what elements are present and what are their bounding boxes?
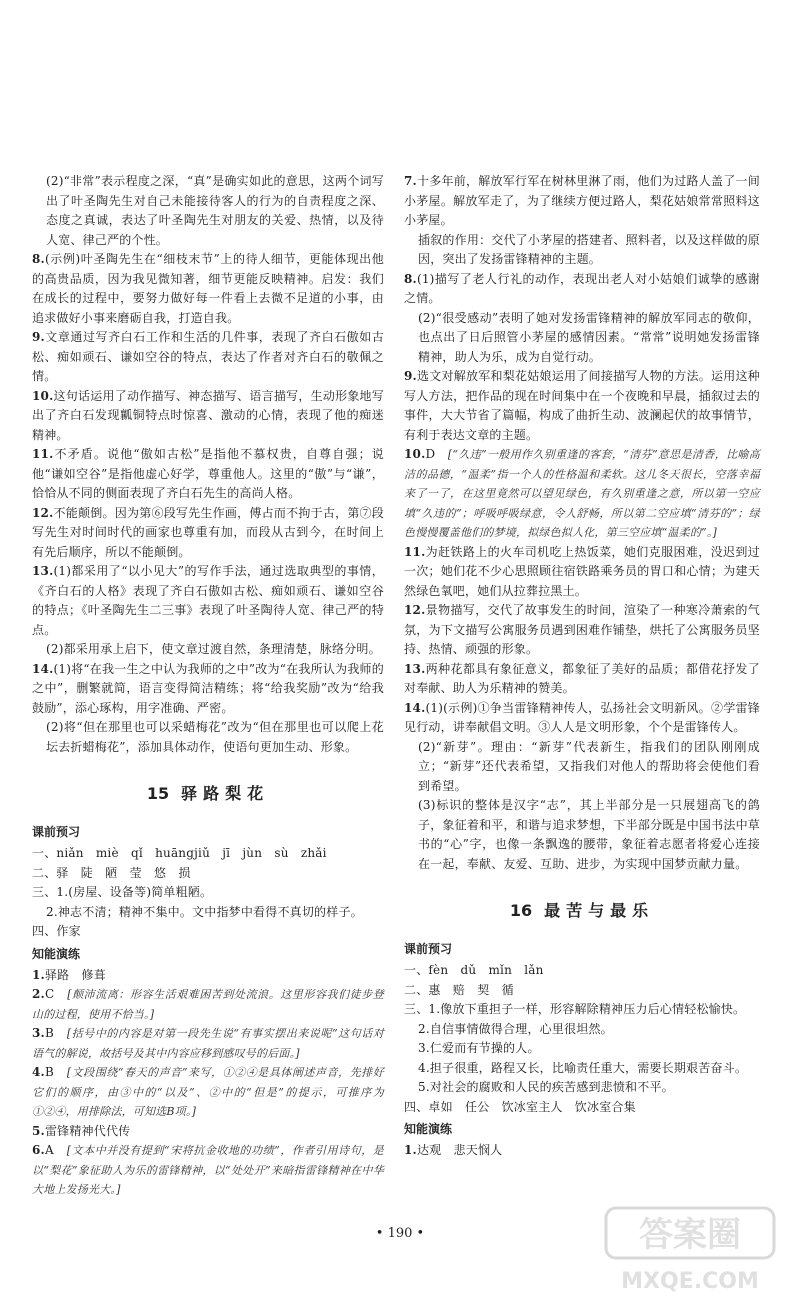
answer-text: 景物描写，交代了故事发生的时间，渲染了一种寒冷萧索的气氛，为下文描写公寓服务员遇到困难作铺垫，烘托了公寓服务员坚持、热情、顽强的形象。 [404, 603, 760, 656]
answer-paragraph [32, 966, 384, 986]
answer-text: 二、惠 赔 契 循 [404, 982, 514, 997]
answer-text: 雷锋精神代代传 [44, 1123, 131, 1138]
answer-paragraph [32, 1063, 384, 1122]
answer-text: (1)将“在我一生之中认为我师的之中”改为“在我所认为我师的之中”，删繁就简，语言变得简洁精练；将“给我奖励”改为“给我鼓励”，添心琢构，用字准确、严密。 [32, 661, 384, 715]
answer-paragraph [32, 844, 384, 864]
answer-text: 一、fèn dǔ mǐn lǎn [404, 963, 544, 977]
answer-text: (3)标识的整体是汉字“志”，其上半部分是一只展翅高飞的鸽子，象征着和平，和谐与追求梦想，下半部分既是中国书法中草书的“心”字，也像一条飘逸的腰带，象征着志愿者将爱心连接在一起，奉献、友爱、互助、进步，为实现中国梦贡献力量。 [418, 798, 760, 871]
answer-explanation: [括号中的内容是对第一段先生说“有事实摆出来说呢”这句话对语气的解说，故括号及其中内容应移到感叹号的后面。] [32, 1027, 384, 1060]
page-number: • 190 • [375, 1226, 425, 1241]
answer-number: 11. [404, 544, 426, 559]
answer-paragraph [32, 985, 384, 1024]
subsection-heading [404, 1119, 760, 1139]
answer-text: 插叙的作用：交代了小茅屋的搭建者、照料者，以及这样做的原因，突出了发扬雷锋精神的主题。 [418, 232, 760, 266]
section-15-number: 15 [146, 784, 170, 803]
watermark-logo [600, 1200, 780, 1300]
section-16-answers [404, 939, 760, 1161]
answer-paragraph [32, 903, 384, 923]
answer-paragraph [404, 738, 760, 797]
answer-paragraph [32, 883, 384, 903]
answer-paragraph [404, 172, 760, 231]
answer-text: (1)(示例)①争当雷锋精神传人，弘扬社会文明新风。②学雷锋见行动，讲奉献倡文明。③人人是文明形象，个个是雷锋传人。 [404, 700, 760, 734]
svg-text:MXQE.COM: MXQE.COM [621, 1269, 759, 1294]
subsection-heading [32, 944, 384, 964]
section-16-number: 16 [509, 901, 533, 920]
answer-text: 十多年前，解放军行军在树林里淋了雨，他们为过路人盖了一间小茅屋。解放军走了，为了继续方便过路人，梨花姑娘常常照料这小茅屋。 [404, 174, 760, 227]
answer-text: 四、作家 [32, 924, 81, 938]
watermark-icon [600, 1200, 780, 1300]
answer-paragraph [32, 922, 384, 942]
answer-number: 3. [32, 1026, 45, 1040]
answer-text: (2)“非常”表示程度之深，“真”是确实如此的意思，这两个词写出了叶圣陶先生对自己未能接待客人的行为的自责程度之深、态度之真诚，表达了叶圣陶先生对朋友的关爱、热情，以及待人宽、律己严的个性。 [46, 174, 384, 247]
answer-text: 为赶铁路上的火车司机吃上热饭菜，她们克服困难，没迟到过一次；她们花不少心思照顾往宿铁路乘务员的胃口和心情；为建天然绿色氧吧，她们从拉葬拉黑土。 [404, 544, 760, 598]
answer-number: 5. [32, 1123, 45, 1138]
answer-text: (2)“新芽”。理由：“新芽”代表新生，指我们的团队刚刚成立；“新芽”还代表希望，又指我们对他人的帮助将会使他们看到希望。 [418, 739, 760, 793]
answer-explanation: [文段围绕“春天的声音”来写，①②④是具体阐述声音，先排好它们的顺序，由③中的“以及”、②中的“但是”的提示，可推序为①②④，用排除法，可知选B项。] [32, 1066, 384, 1118]
answer-text: 驿路 修葺 [44, 967, 106, 982]
right-column [404, 172, 760, 1161]
answer-paragraph [404, 1078, 760, 1098]
answer-paragraph [404, 1098, 760, 1118]
answer-number: 2. [32, 987, 45, 1001]
answer-text: 选文对解放军和梨花姑娘运用了间接描写人物的方法。运用这种写人方法，把作品的现在时间集中在一个夜晚和早晨，插叙过去的事件，大大节省了篇幅，构成了曲折生动、波澜起伏的故事情节，有利于表达文章的主题。 [404, 369, 760, 442]
answer-text: 一、niǎn miè qǐ huāngjiǔ jī jùn sù zhǎi [32, 846, 327, 860]
answer-explanation: [文本中并没有提到“宋将抗金收地的功绩”，作者引用诗句，是以“梨花”象征助人为乐的雷锋精神，以“处处开”来暗指雷锋精神在中华大地上发扬光大。] [32, 1144, 385, 1196]
section-15-answers [32, 822, 384, 1200]
answer-text: 两种花都具有象征意义，都象征了美好的品质；都借花抒发了对奉献、助人为乐精神的赞美。 [404, 661, 760, 695]
answer-number: 12. [32, 505, 54, 520]
answer-text: (2)将“但在那里也可以采蜡梅花”改为“但在那里也可以爬上花坛去折蜡梅花”，添加具体动作，使语句更加生动、形象。 [46, 720, 384, 754]
answer-paragraph [404, 1020, 760, 1040]
answer-text: 达观 悲天悯人 [416, 1143, 503, 1157]
section-15-title [32, 781, 384, 804]
answer-text: (1)描写了老人行礼的动作，表现出老人对小姑娘们诚挚的感谢之情。 [404, 271, 760, 305]
answer-paragraph [32, 328, 384, 387]
answer-text: 不能颠倒。因为第⑥段写先生作画，傅占而不拘于古，第⑦段写先生对时间时代的画家也尊重有加，而段从古到今，在时间上有先后顺序，所以不能颠倒。 [32, 505, 384, 559]
answer-text: (1)都采用了“以小见大”的写作手法，通过选取典型的事情，《齐白石的人格》表现了齐白石傲如古松、痴如顽石、谦如空谷的特点；《叶圣陶先生二三事》表现了叶圣陶待人宽、律己严的特点。 [32, 564, 384, 637]
answer-explanation: [颠沛流离：形容生活艰难困苦到处流浪。这里形容我们徒步登山的过程，使用不恰当。] [32, 988, 385, 1021]
answer-paragraph [32, 718, 384, 757]
answer-paragraph [404, 699, 760, 738]
answer-paragraph [404, 1000, 760, 1020]
answer-number: 9. [404, 369, 417, 383]
answer-number: 8. [404, 271, 417, 286]
answer-number: 13. [404, 661, 426, 676]
section-15-name: 驿路梨花 [181, 784, 270, 803]
answer-paragraph [404, 231, 760, 270]
answer-text: 课前预习 [404, 942, 453, 956]
answer-number: 14. [32, 661, 54, 676]
answer-text: B [44, 1065, 54, 1079]
answer-number: 8. [32, 252, 45, 266]
answer-text: 不矛盾。说他“傲如古松”是指他不慕权贵，自尊自强；说他“谦如空谷”是指他虚心好学，尊重他人。这里的“傲”与“谦”，恰恰从不同的侧面表现了齐白石先生的高尚人格。 [32, 447, 384, 500]
answer-text: (2)“很受感动”表明了她对发扬雷锋精神的解放军同志的敬仰，也点出了日后照管小茅屋的感情因素。“常常”说明她发扬雷锋精神，助人为乐，成为自觉行动。 [418, 310, 760, 364]
answer-number: 7. [404, 174, 417, 188]
answer-text: 5.对社会的腐败和人民的疾苦感到悲愤和不平。 [418, 1080, 674, 1094]
left-column [32, 172, 384, 1200]
answer-text: B [44, 1026, 54, 1040]
answer-paragraph [32, 1024, 384, 1063]
answer-text: 课前预习 [32, 825, 81, 839]
answer-text: 三、1.像放下重担子一样，形容解除精神压力后心情轻松愉快。 [404, 1002, 746, 1016]
answer-paragraph [32, 1122, 384, 1142]
answer-text: D [425, 447, 436, 461]
answer-text: (2)都采用承上启下，使文章过渡自然，条理清楚，脉络分明。 [46, 642, 381, 656]
answer-paragraph [404, 796, 760, 874]
answer-paragraph [404, 1039, 760, 1059]
answer-text: 2.神志不清；精神不集中。文中指梦中看得不真切的样子。 [46, 904, 363, 919]
answer-text: 知能演练 [32, 946, 81, 961]
subsection-heading [32, 822, 384, 842]
answer-number: 6. [32, 1143, 45, 1157]
answer-paragraph [404, 1059, 760, 1079]
subsection-heading [404, 939, 760, 959]
answer-text: 文章通过写齐白石工作和生活的几件事，表现了齐白石傲如古松、痴如顽石、谦如空谷的特点，表达了作者对齐白石的敬佩之情。 [32, 330, 384, 383]
answer-paragraph [32, 172, 384, 250]
answer-text: 4.担子很重，路程又长，比喻责任重大，需要长期艰苦奋斗。 [418, 1060, 748, 1075]
answer-paragraph [404, 543, 760, 602]
answer-paragraph [32, 504, 384, 563]
answers-14-continued [32, 172, 384, 757]
answer-text: 3.仁爱而有节操的人。 [418, 1041, 540, 1055]
answer-paragraph [404, 1141, 760, 1161]
svg-text:答案圈: 答案圈 [639, 1215, 741, 1255]
answer-paragraph [32, 387, 384, 446]
answer-number: 4. [32, 1065, 45, 1079]
answer-text: 知能演练 [404, 1122, 453, 1136]
answer-number: 9. [32, 330, 45, 344]
answer-paragraph [32, 660, 384, 719]
answer-paragraph [404, 270, 760, 309]
answer-text: 三、1.(房屋、设备等)简单粗陋。 [32, 885, 213, 899]
answer-paragraph [32, 864, 384, 884]
answer-text: A [44, 1143, 54, 1157]
answer-number: 14. [404, 700, 426, 715]
answer-paragraph [32, 640, 384, 660]
answer-paragraph [32, 562, 384, 640]
answer-paragraph [404, 981, 760, 1001]
answer-number: 13. [32, 564, 54, 578]
answer-paragraph [404, 309, 760, 368]
answer-paragraph [32, 250, 384, 328]
section-15-answers-continued [404, 172, 760, 874]
answer-paragraph [404, 445, 760, 543]
answer-text: (示例)叶圣陶先生在“细枝末节”上的待人细节，更能体现出他的高贵品质，因为我见微知著，细节更能反映精神。启发：我们在成长的过程中，要努力做好每一件看上去微不足道的小事，由追求做好小事来磨砺自我，打造自我。 [32, 252, 384, 325]
answer-number: 12. [404, 603, 426, 617]
answer-paragraph [404, 961, 760, 981]
answer-paragraph [404, 601, 760, 660]
answer-text: 二、驿 陡 陋 莹 悠 损 [32, 865, 191, 880]
answer-paragraph [404, 660, 760, 699]
answer-paragraph [32, 445, 384, 504]
answer-text: 这句话运用了动作描写、神态描写、语言描写，生动形象地写出了齐白石发现瓤铜特点时惊喜、激动的心情，表现了他的痴迷精神。 [32, 388, 384, 442]
answer-number: 10. [404, 447, 426, 461]
answer-text: C [44, 987, 55, 1001]
answer-text: 2.自信事情做得合理，心里很坦然。 [418, 1021, 613, 1036]
section-16-name: 最苦与最乐 [544, 901, 655, 920]
section-16-title [404, 898, 760, 921]
answer-text: 四、卓如 任公 饮冰室主人 饮冰室合集 [404, 1099, 636, 1114]
answer-explanation: [“久违”一般用作久别重逢的客套，“清芬”意思是清香，比喻高洁的品德，“温柔”指一个人的性格温和柔软。这儿冬天很长，空落幸福来了一了，在这里竟然可以望见绿色，有久别重逢之意，所以第一空应填“久违的”；呼吸呼吸绿意，令人舒畅，所以第二空应填“清芬的”；绿色慢慢覆盖他们的梦境，拟绿色拟人化，第三空应填“温柔的”。] [404, 448, 760, 539]
answer-number: 11. [32, 447, 54, 461]
answer-paragraph [32, 1141, 384, 1200]
answer-number: 1. [32, 967, 45, 982]
answer-paragraph [404, 367, 760, 445]
answer-number: 10. [32, 388, 54, 403]
answer-number: 1. [404, 1143, 417, 1157]
